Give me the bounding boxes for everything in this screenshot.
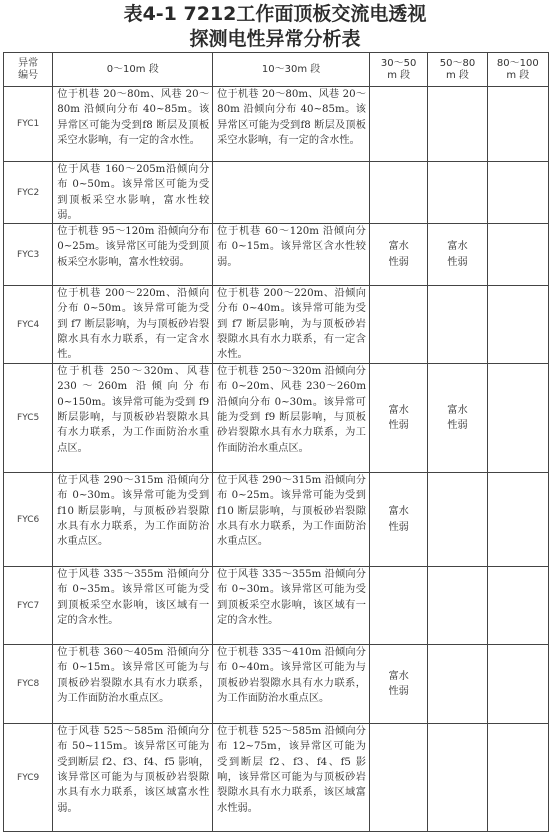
- seg-50-80-cell: [428, 645, 487, 724]
- header-seg-80-100-line1: 80～100: [496, 57, 539, 69]
- seg-50-80-cell: [428, 567, 487, 645]
- seg-50-80-cell: [428, 364, 487, 473]
- table-header-row: [4, 53, 549, 87]
- seg-50-80-cell: [428, 224, 487, 286]
- header-id-line1: 异常: [18, 57, 39, 69]
- anomaly-id: FYC8: [4, 645, 53, 724]
- seg-0-10-description: 位于机巷 200～220m、沿倾向分布 0~50m。该异常可能为受到 f7 断层影响，为与顶板砂岩裂隙水具有水力联系，有一定含水性。: [53, 286, 213, 364]
- seg-10-30-description: 位于机巷 20～80m、风巷 20～80m 沿倾向分布 40~85m。该异常区可能为受到f8 断层及顶板采空水影响，有一定的含水性。: [213, 87, 370, 162]
- anomaly-id: FYC2: [4, 162, 53, 224]
- anomaly-id: FYC6: [4, 473, 53, 567]
- seg-50-80-cell: [428, 473, 487, 567]
- table-row: [4, 364, 549, 473]
- seg-30-50-cell: [370, 87, 428, 162]
- header-seg-50-80: [428, 53, 487, 87]
- seg-10-30-description: 位于机巷 200～220m、沿倾向分布 0~40m。该异常可能为受到 f7 断层影响，为与顶板砂岩裂隙水具有水力联系，有一定含水性。: [213, 286, 370, 364]
- seg-50-80-line1: 富水: [447, 404, 468, 416]
- header-seg-30-50-line1: 30～50: [380, 57, 417, 69]
- seg-50-80-line2: 性弱: [447, 420, 468, 432]
- seg-10-30-description: [213, 162, 370, 224]
- header-seg-30-50-line2: m 段: [387, 69, 411, 81]
- table-row: [4, 162, 549, 224]
- seg-10-30-description: 位于机巷 335～410m 沿倾向分布 0~40m。该异常区可能为与顶板砂岩裂隙水具有水力联系，为工作面防治水重点区。: [213, 645, 370, 724]
- seg-0-10-description: 位于机巷 95～120m 沿倾向分布 0~25m。该异常区可能为受到顶板采空水影响，富水性较弱。: [53, 224, 213, 286]
- seg-0-10-description: 位于风巷 290～315m 沿倾向分布 0~30m。该异常可能为受到 f10 断层影响，与顶板砂岩裂隙水具有水力联系，为工作面防治水重点区。: [53, 473, 213, 567]
- seg-0-10-description: 位于风巷 160～205m沿倾向分布 0~50m。该异常区可能为受到顶板采空水影响，富水性较弱。: [53, 162, 213, 224]
- seg-80-100-cell: [487, 645, 548, 724]
- seg-30-50-cell: [370, 567, 428, 645]
- seg-50-80-cell: [428, 162, 487, 224]
- seg-80-100-cell: [487, 473, 548, 567]
- header-seg-10-30: 10～30m 段: [213, 53, 370, 87]
- seg-50-80-cell: [428, 724, 487, 832]
- table-row: [4, 645, 549, 724]
- anomaly-id: FYC4: [4, 286, 53, 364]
- table-row: [4, 473, 549, 567]
- anomaly-id: FYC5: [4, 364, 53, 473]
- seg-30-50-line2: 性弱: [388, 521, 409, 533]
- seg-10-30-description: 位于风巷 290～315m 沿倾向分布 0~25m。该异常可能为受到 f10 断层影响，与顶板砂岩裂隙水具有水力联系，为工作面防治水重点区。: [213, 473, 370, 567]
- seg-10-30-description: 位于风巷 335～355m 沿倾向分布 0~30m。该异常区可能为受到顶板采空水影响，该区域有一定的含水性。: [213, 567, 370, 645]
- seg-30-50-line1: 富水: [388, 670, 409, 682]
- seg-30-50-line1: 富水: [388, 506, 409, 518]
- seg-30-50-cell: [370, 162, 428, 224]
- seg-80-100-cell: [487, 364, 548, 473]
- header-seg-80-100: [487, 53, 548, 87]
- header-seg-50-80-line2: m 段: [446, 69, 469, 81]
- table-row: [4, 87, 549, 162]
- seg-0-10-description: 位于风巷 525～585m 沿倾向分布 50~115m。该异常区可能为受到断层 f2、f3、f4、f5 影响，该异常区可能为与顶板砂岩裂隙水具有水力联系，该区域富水性弱。: [53, 724, 213, 832]
- seg-30-50-cell: [370, 364, 428, 473]
- header-seg-50-80-line1: 50～80: [439, 57, 476, 69]
- table-row: [4, 724, 549, 832]
- seg-10-30-description: 位于机巷 60～120m 沿倾向分布 0~15m。该异常区含水性较弱。: [213, 224, 370, 286]
- seg-80-100-cell: [487, 162, 548, 224]
- table-row: [4, 224, 549, 286]
- table-row: [4, 567, 549, 645]
- seg-0-10-description: 位于机巷 250～320m、风巷 230～260m 沿倾向分布 0~150m。该异常可能为受到 f9 断层影响，与顶板砂岩裂隙水具有水力联系，为工作面防治水重点区。: [53, 364, 213, 473]
- seg-30-50-cell: [370, 286, 428, 364]
- seg-0-10-description: 位于机巷 360～405m 沿倾向分布 0~15m。该异常区可能为与顶板砂岩裂隙水具有水力联系，为工作面防治水重点区。: [53, 645, 213, 724]
- seg-10-30-description: 位于机巷 525～585m 沿倾向分布 12~75m，该异常区可能为受到断层 f2、f3、f4、f5 影响，该异常区可能为与顶板砂岩裂隙水具有水力联系，该区域富水性弱。: [213, 724, 370, 832]
- seg-30-50-cell: [370, 724, 428, 832]
- seg-50-80-cell: [428, 87, 487, 162]
- header-id-line2: 编号: [18, 69, 39, 81]
- seg-10-30-description: 位于机巷 250～320m 沿倾向分布 0~20m、风巷 230～260m 沿倾向分布 0~30m。该异常可能为受到 f9 断层影响，与顶板砂岩裂隙水具有水力联系，为工作面防治水重点区。: [213, 364, 370, 473]
- seg-30-50-line2: 性弱: [388, 256, 409, 268]
- seg-30-50-line2: 性弱: [388, 420, 409, 432]
- seg-0-10-description: 位于机巷 20～80m、风巷 20～80m 沿倾向分布 40~85m。该异常区可能为受到f8 断层及顶板采空水影响，有一定的含水性。: [53, 87, 213, 162]
- table-title-line1: 表4-1 7212工作面顶板交流电透视: [123, 3, 427, 25]
- seg-80-100-cell: [487, 567, 548, 645]
- anomaly-id: FYC7: [4, 567, 53, 645]
- header-seg-30-50: [370, 53, 428, 87]
- seg-50-80-line1: 富水: [447, 241, 468, 253]
- seg-30-50-line2: 性弱: [388, 686, 409, 698]
- seg-30-50-line1: 富水: [388, 241, 409, 253]
- seg-80-100-cell: [487, 724, 548, 832]
- anomaly-id: FYC1: [4, 87, 53, 162]
- anomaly-table: [3, 52, 549, 832]
- seg-50-80-line2: 性弱: [447, 256, 468, 268]
- table-title-line2: 探测电性异常分析表: [189, 28, 361, 50]
- seg-80-100-cell: [487, 224, 548, 286]
- seg-30-50-cell: [370, 224, 428, 286]
- table-row: [4, 286, 549, 364]
- anomaly-id: FYC3: [4, 224, 53, 286]
- seg-80-100-cell: [487, 87, 548, 162]
- seg-30-50-cell: [370, 645, 428, 724]
- header-anomaly-id: [4, 53, 53, 87]
- seg-0-10-description: 位于风巷 335～355m 沿倾向分布 0~35m。该异常区可能为受到顶板采空水影响，该区域有一定的含水性。: [53, 567, 213, 645]
- seg-30-50-cell: [370, 473, 428, 567]
- anomaly-id: FYC9: [4, 724, 53, 832]
- header-seg-80-100-line2: m 段: [506, 69, 530, 81]
- seg-30-50-line1: 富水: [388, 404, 409, 416]
- seg-80-100-cell: [487, 286, 548, 364]
- header-seg-0-10: 0～10m 段: [53, 53, 213, 87]
- seg-50-80-cell: [428, 286, 487, 364]
